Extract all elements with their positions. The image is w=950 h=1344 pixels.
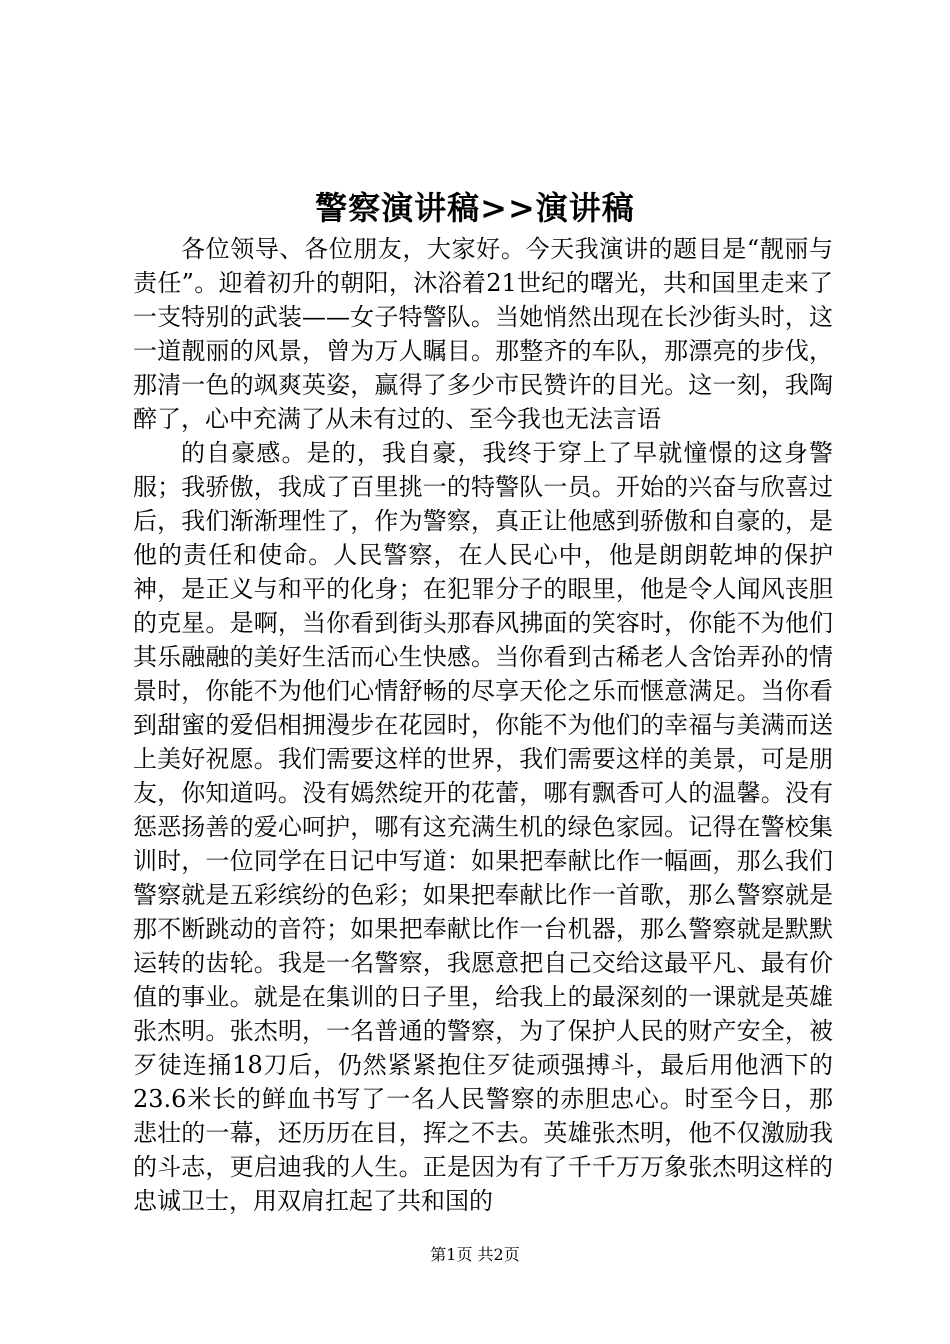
paragraph-1: 各位领导、各位朋友，大家好。今天我演讲的题目是“靓丽与责任”。迎着初升的朝阳，沐浴着21世纪的曙光，共和国里走来了一支特别的武装——女子特警队。当她悄然出现在长沙街头时，这一道靓丽的风景，曾为万人瞩目。那整齐的车队，那漂亮的步伐，那清一色的飒爽英姿，赢得了多少市民赞许的目光。这一刻，我陶醉了，心中充满了从未有过的、至今我也无法言语 bbox=[133, 235, 833, 433]
document-body bbox=[133, 232, 833, 1218]
paragraph-2: 的自豪感。是的，我自豪，我终于穿上了早就憧憬的这身警服；我骄傲，我成了百里挑一的特警队一员。开始的兴奋与欣喜过后，我们渐渐理性了，作为警察，真正让他感到骄傲和自豪的，是他的责任和使命。人民警察，在人民心中，他是朗朗乾坤的保护神，是正义与和平的化身；在犯罪分子的眼里，他是令人闻风丧胆的克星。是啊，当你看到街头那春风拂面的笑容时，你能不为他们其乐融融的美好生活而心生快感。当你看到古稀老人含饴弄孙的情景时，你能不为他们心情舒畅的尽享天伦之乐而惬意满足。当你看到甜蜜的爱侣相拥漫步在花园时，你能不为他们的幸福与美满而送上美好祝愿。我们需要这样的世界，我们需要这样的美景，可是朋友，你知道吗。没有嫣然绽开的花蕾，哪有飘香可人的温馨。没有惩恶扬善的爱心呵护，哪有这充满生机的绿色家园。记得在警校集训时，一位同学在日记中写道：如果把奉献比作一幅画，那么我们警察就是五彩缤纷的色彩；如果把奉献比作一首歌，那么警察就是那不断跳动的音符；如果把奉献比作一台机器，那么警察就是默默运转的齿轮。我是一名警察，我愿意把自己交给这最平凡、最有价值的事业。就是在集训的日子里，给我上的最深刻的一课就是英雄张杰明。张杰明，一名普通的警察，为了保护人民的财产安全，被歹徒连捅18刀后，仍然紧紧抱住歹徒顽强搏斗，最后用他洒下的23.6米长的鲜血书写了一名人民警察的赤胆忠心。时至今日，那悲壮的一幕，还历历在目，挥之不去。英雄张杰明，他不仅激励我的斗志，更启迪我的人生。正是因为有了千千万万象张杰明这样的忠诚卫士，用双肩扛起了共和国的 bbox=[133, 439, 833, 1215]
page-number-footer: 第1页 共2页 bbox=[430, 1245, 520, 1264]
document-title: 警察演讲稿>>演讲稿 bbox=[315, 189, 635, 227]
